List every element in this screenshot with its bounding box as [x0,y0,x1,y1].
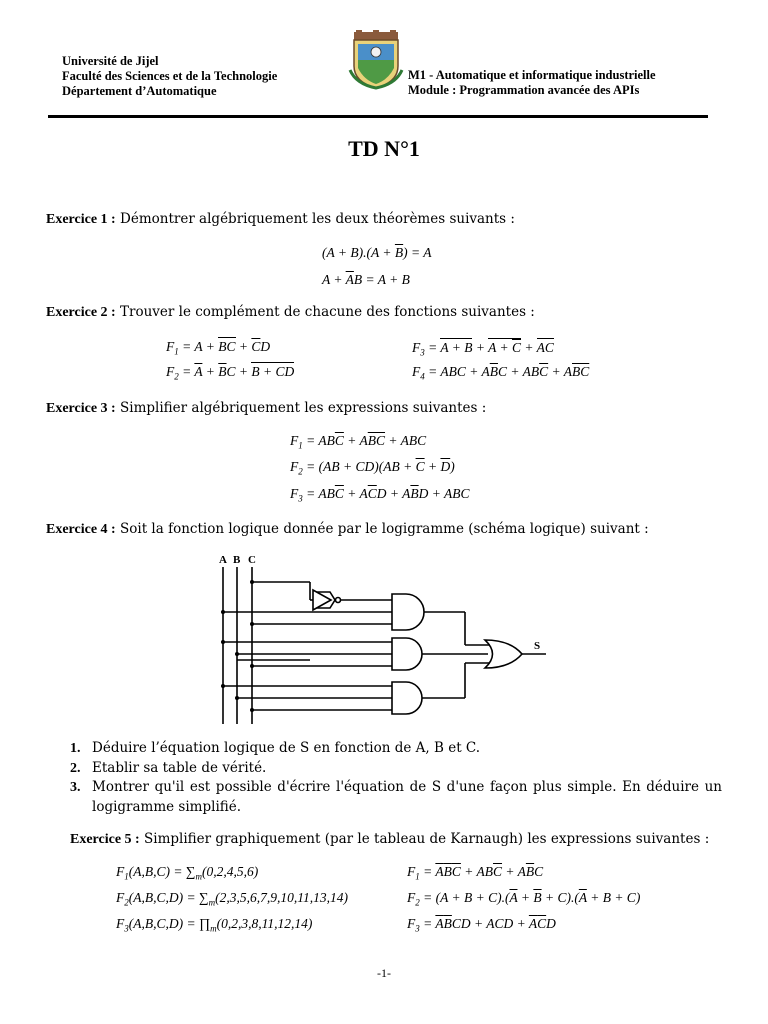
input-label-c: C [248,554,256,566]
theorem-1: $(A + B).(A + \overline{B}) = A$ [322,245,432,260]
ex3-f3: $F_3 = AB\overline{C} + A\overline{C}D + A\overline{B}D$ + ABC [290,486,470,504]
faculty-name: Faculté des Sciences et de la Technologie [62,69,278,83]
list-item-number: 3. [70,780,81,795]
exercise-4-label: Exercice 4 : [46,522,116,537]
header-institution [62,54,277,99]
ex2-f2: $F_2 = \overline{A} + \overline{B}C + B$ + CD [166,364,295,382]
input-label-a: A [219,554,227,566]
university-name: Université de Jijel [62,54,159,68]
exercise-2-label: Exercice 2 : [46,305,116,320]
ex5-f2-sum: $F_2(A,B,C,D) = \sum_m(2,3,5,6,7,9,10,11,13,14)$ [116,890,348,908]
theorem-2: $A + \overline{A}B = A + B$ [322,272,410,287]
list-item-number: 2. [70,760,81,776]
ex2-f3: $F_3 = A + B + A + \overline{C}$ + AC [412,340,554,358]
university-logo [348,30,404,90]
exercise-4-questions [70,739,722,817]
list-item-text: Déduire l’équation logique de S en fonction de A, B et C. [92,740,481,756]
exercise-1-text: Démontrer algébriquement les deux théorèmes suivants : [115,211,515,227]
exercise-2-text: Trouver le complément de chacune des fonctions suivantes : [115,304,535,320]
exercise-5-label: Exercice 5 : [70,832,140,847]
list-item [70,739,722,759]
exercise-3-statement [46,400,486,417]
list-item-text: Montrer qu'il est possible d'écrire l'équation de S d'une façon plus simple. En déduire un logigramme simplifié. [92,779,722,815]
exercise-4-text: Soit la fonction logique donnée par le logigramme (schéma logique) suivant : [115,521,649,537]
exercise-1-label: Exercice 1 : [46,212,116,227]
page-number: -1- [377,966,391,980]
list-item [70,759,722,779]
exercise-2-statement [46,304,535,321]
page-title: TD N°1 [348,136,420,161]
ex5-f3-expr: $F_3 = \overline{A}\overline{B}CD$ + ACD + $\overline{A}\overline{C}D$ [407,916,556,934]
list-item-text: Etablir sa table de vérité. [92,759,267,776]
list-item [70,778,722,817]
ex2-f4: $F_4$ = ABC + $A\overline{B}C + AB\overline{C} + A\overline{BC}$ [412,364,590,382]
ex5-f1-sum: $F_1(A,B,C) = \sum_m(0,2,4,5,6)$ [116,864,259,882]
department-name: Département d’Automatique [62,84,217,98]
list-item-number: 1. [70,741,81,756]
exercise-5-text: Simplifier graphiquement (par le tableau de Karnaugh) les expressions suivantes : [139,831,710,847]
exercise-4-statement [46,521,649,538]
program-name: M1 - Automatique et informatique industrielle [408,68,656,82]
exercise-5-statement [70,831,709,848]
output-label-s: S [534,640,541,652]
header-program [408,68,656,98]
ex5-f1-expr: $F_1 = \overline{A}\overline{B}\overline{C} + AB\overline{C} + A\overline{B}C$ [407,864,544,882]
header-divider [48,115,708,118]
ex5-f2-expr: $F_2 = (A + B + C).(\overline{A} + \overline{B} + C).(\overline{A} + B + C)$ [407,890,641,908]
ex2-f1: $F_1 = A$ + BC + $\overline{C}D$ [166,339,271,357]
exercise-3-label: Exercice 3 : [46,401,116,416]
exercise-1-statement [46,211,515,228]
ex3-f1: $F_1 = AB\overline{C} + A\overline{BC}$ + ABC [290,433,427,451]
ex5-f3-product: $F_3(A,B,C,D)$ = $\prod_m(0,2,3,8,11,12,14)$ [116,916,313,934]
module-name: Module : Programmation avancée des APIs [408,83,640,97]
logic-diagram [210,552,560,727]
ex3-f2: $F_2 = (AB + CD)(AB + \overline{C} + \overline{D})$ [290,459,455,477]
input-label-b: B [233,554,241,566]
exercise-3-text: Simplifier algébriquement les expressions suivantes : [115,400,487,416]
